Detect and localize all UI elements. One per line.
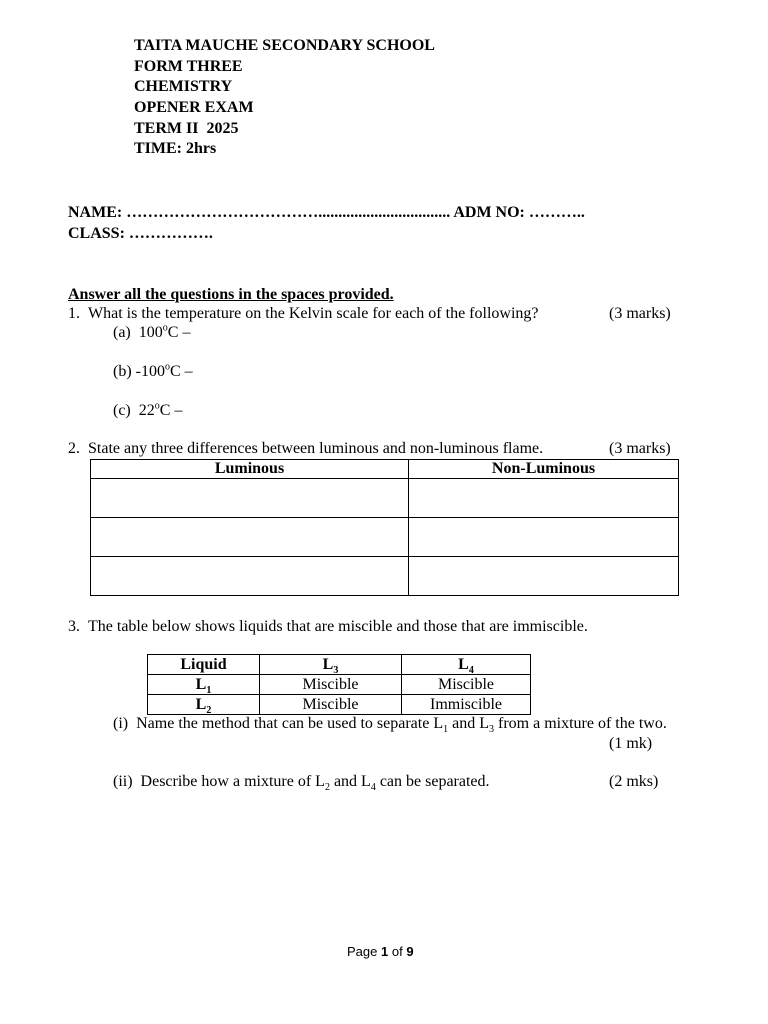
q3ii-text: Describe how a mixture of L <box>140 773 325 790</box>
row-label-l1: $L_1$ <box>148 675 260 695</box>
adm-field[interactable]: ……….. <box>528 204 585 221</box>
exam-title: OPENER EXAM <box>134 99 254 116</box>
q1c-value: 22 <box>138 402 155 419</box>
q1a-label: (a) <box>113 324 131 341</box>
table-row <box>148 675 531 695</box>
adm-label: ADM NO: <box>453 204 525 221</box>
degree-mark: o <box>164 361 170 373</box>
q1-part-a <box>113 323 190 343</box>
header-liquid: Liquid <box>148 655 260 675</box>
q3i-label: (i) <box>113 715 129 732</box>
answer-cell[interactable] <box>91 518 409 557</box>
answer-cell[interactable] <box>91 479 409 518</box>
q2-text: State any three differences between luminous and non-luminous flame. <box>88 440 544 457</box>
table-cell: Immiscible <box>402 695 531 715</box>
row-label-l2: $L_2$ <box>148 695 260 715</box>
answer-cell[interactable] <box>409 518 679 557</box>
q1-part-c <box>113 401 182 421</box>
table-header-row <box>148 655 531 675</box>
class-line <box>68 224 213 244</box>
q3ii-marks: (2 mks) <box>609 773 659 790</box>
q2-marks: (3 marks) <box>609 440 671 457</box>
q3-part-i: (i) Name the method that can be used to separate $L_1$ and $L_3$ from a mixture of the two. <box>113 715 667 736</box>
degree-mark: o <box>154 400 160 412</box>
answer-cell[interactable] <box>409 479 679 518</box>
q1c-label: (c) <box>113 402 131 419</box>
table-row <box>148 695 531 715</box>
q1b-unit: C – <box>169 363 193 380</box>
footer-total-pages: 9 <box>406 944 414 959</box>
exam-time: TIME: 2hrs <box>134 140 217 157</box>
footer-of-word: of <box>391 944 403 959</box>
q1b-value: -100 <box>135 363 165 380</box>
table-row <box>91 479 679 518</box>
class-field[interactable]: ……………. <box>128 225 213 242</box>
q1a-value: 100 <box>138 324 163 341</box>
q1b-label: (b) <box>113 363 132 380</box>
answer-cell[interactable] <box>409 557 679 596</box>
answer-cell[interactable] <box>91 557 409 596</box>
exam-term: TERM II 2025 <box>134 120 239 137</box>
page-footer <box>347 942 414 962</box>
table-row <box>91 518 679 557</box>
q1-marks: (3 marks) <box>609 305 671 322</box>
footer-page-number: 1 <box>381 944 389 959</box>
table-header-row <box>91 460 679 479</box>
name-field[interactable]: ………………………………................................. <box>126 204 451 221</box>
q3-number: 3. <box>68 618 80 635</box>
table-cell: Miscible <box>402 675 531 695</box>
q3i-text: Name the method that can be used to separate L <box>136 715 444 732</box>
header-l3: $L_3$ <box>260 655 402 675</box>
q2-number: 2. <box>68 440 80 457</box>
flame-table <box>90 459 679 596</box>
subject: CHEMISTRY <box>134 78 233 95</box>
q3-part-ii: (ii) Describe how a mixture of $L_2$ and $L_4$ can be separated. <box>113 773 490 794</box>
form-level: FORM THREE <box>134 58 243 75</box>
header-l4: $L_4$ <box>402 655 531 675</box>
school-name: TAITA MAUCHE SECONDARY SCHOOL <box>134 37 435 54</box>
q1-part-b <box>113 362 193 382</box>
q1-text: What is the temperature on the Kelvin scale for each of the following? <box>88 305 539 322</box>
q1-number: 1. <box>68 305 80 322</box>
header-non-luminous: Non-Luminous <box>409 460 679 479</box>
footer-page-word: Page <box>347 944 378 959</box>
class-label: CLASS: <box>68 225 125 242</box>
q3ii-label: (ii) <box>113 773 133 790</box>
header-luminous: Luminous <box>91 460 409 479</box>
degree-mark: o <box>162 322 168 334</box>
name-label: NAME: <box>68 204 123 221</box>
table-cell: Miscible <box>260 675 402 695</box>
name-line <box>68 203 585 223</box>
instructions: Answer all the questions in the spaces provided. <box>68 286 394 303</box>
q1a-unit: C – <box>167 324 191 341</box>
q1c-unit: C – <box>159 402 183 419</box>
liquids-table <box>147 654 531 715</box>
q3-text: The table below shows liquids that are miscible and those that are immiscible. <box>88 618 588 635</box>
q3i-marks: (1 mk) <box>609 735 653 752</box>
table-cell: Miscible <box>260 695 402 715</box>
table-row <box>91 557 679 596</box>
